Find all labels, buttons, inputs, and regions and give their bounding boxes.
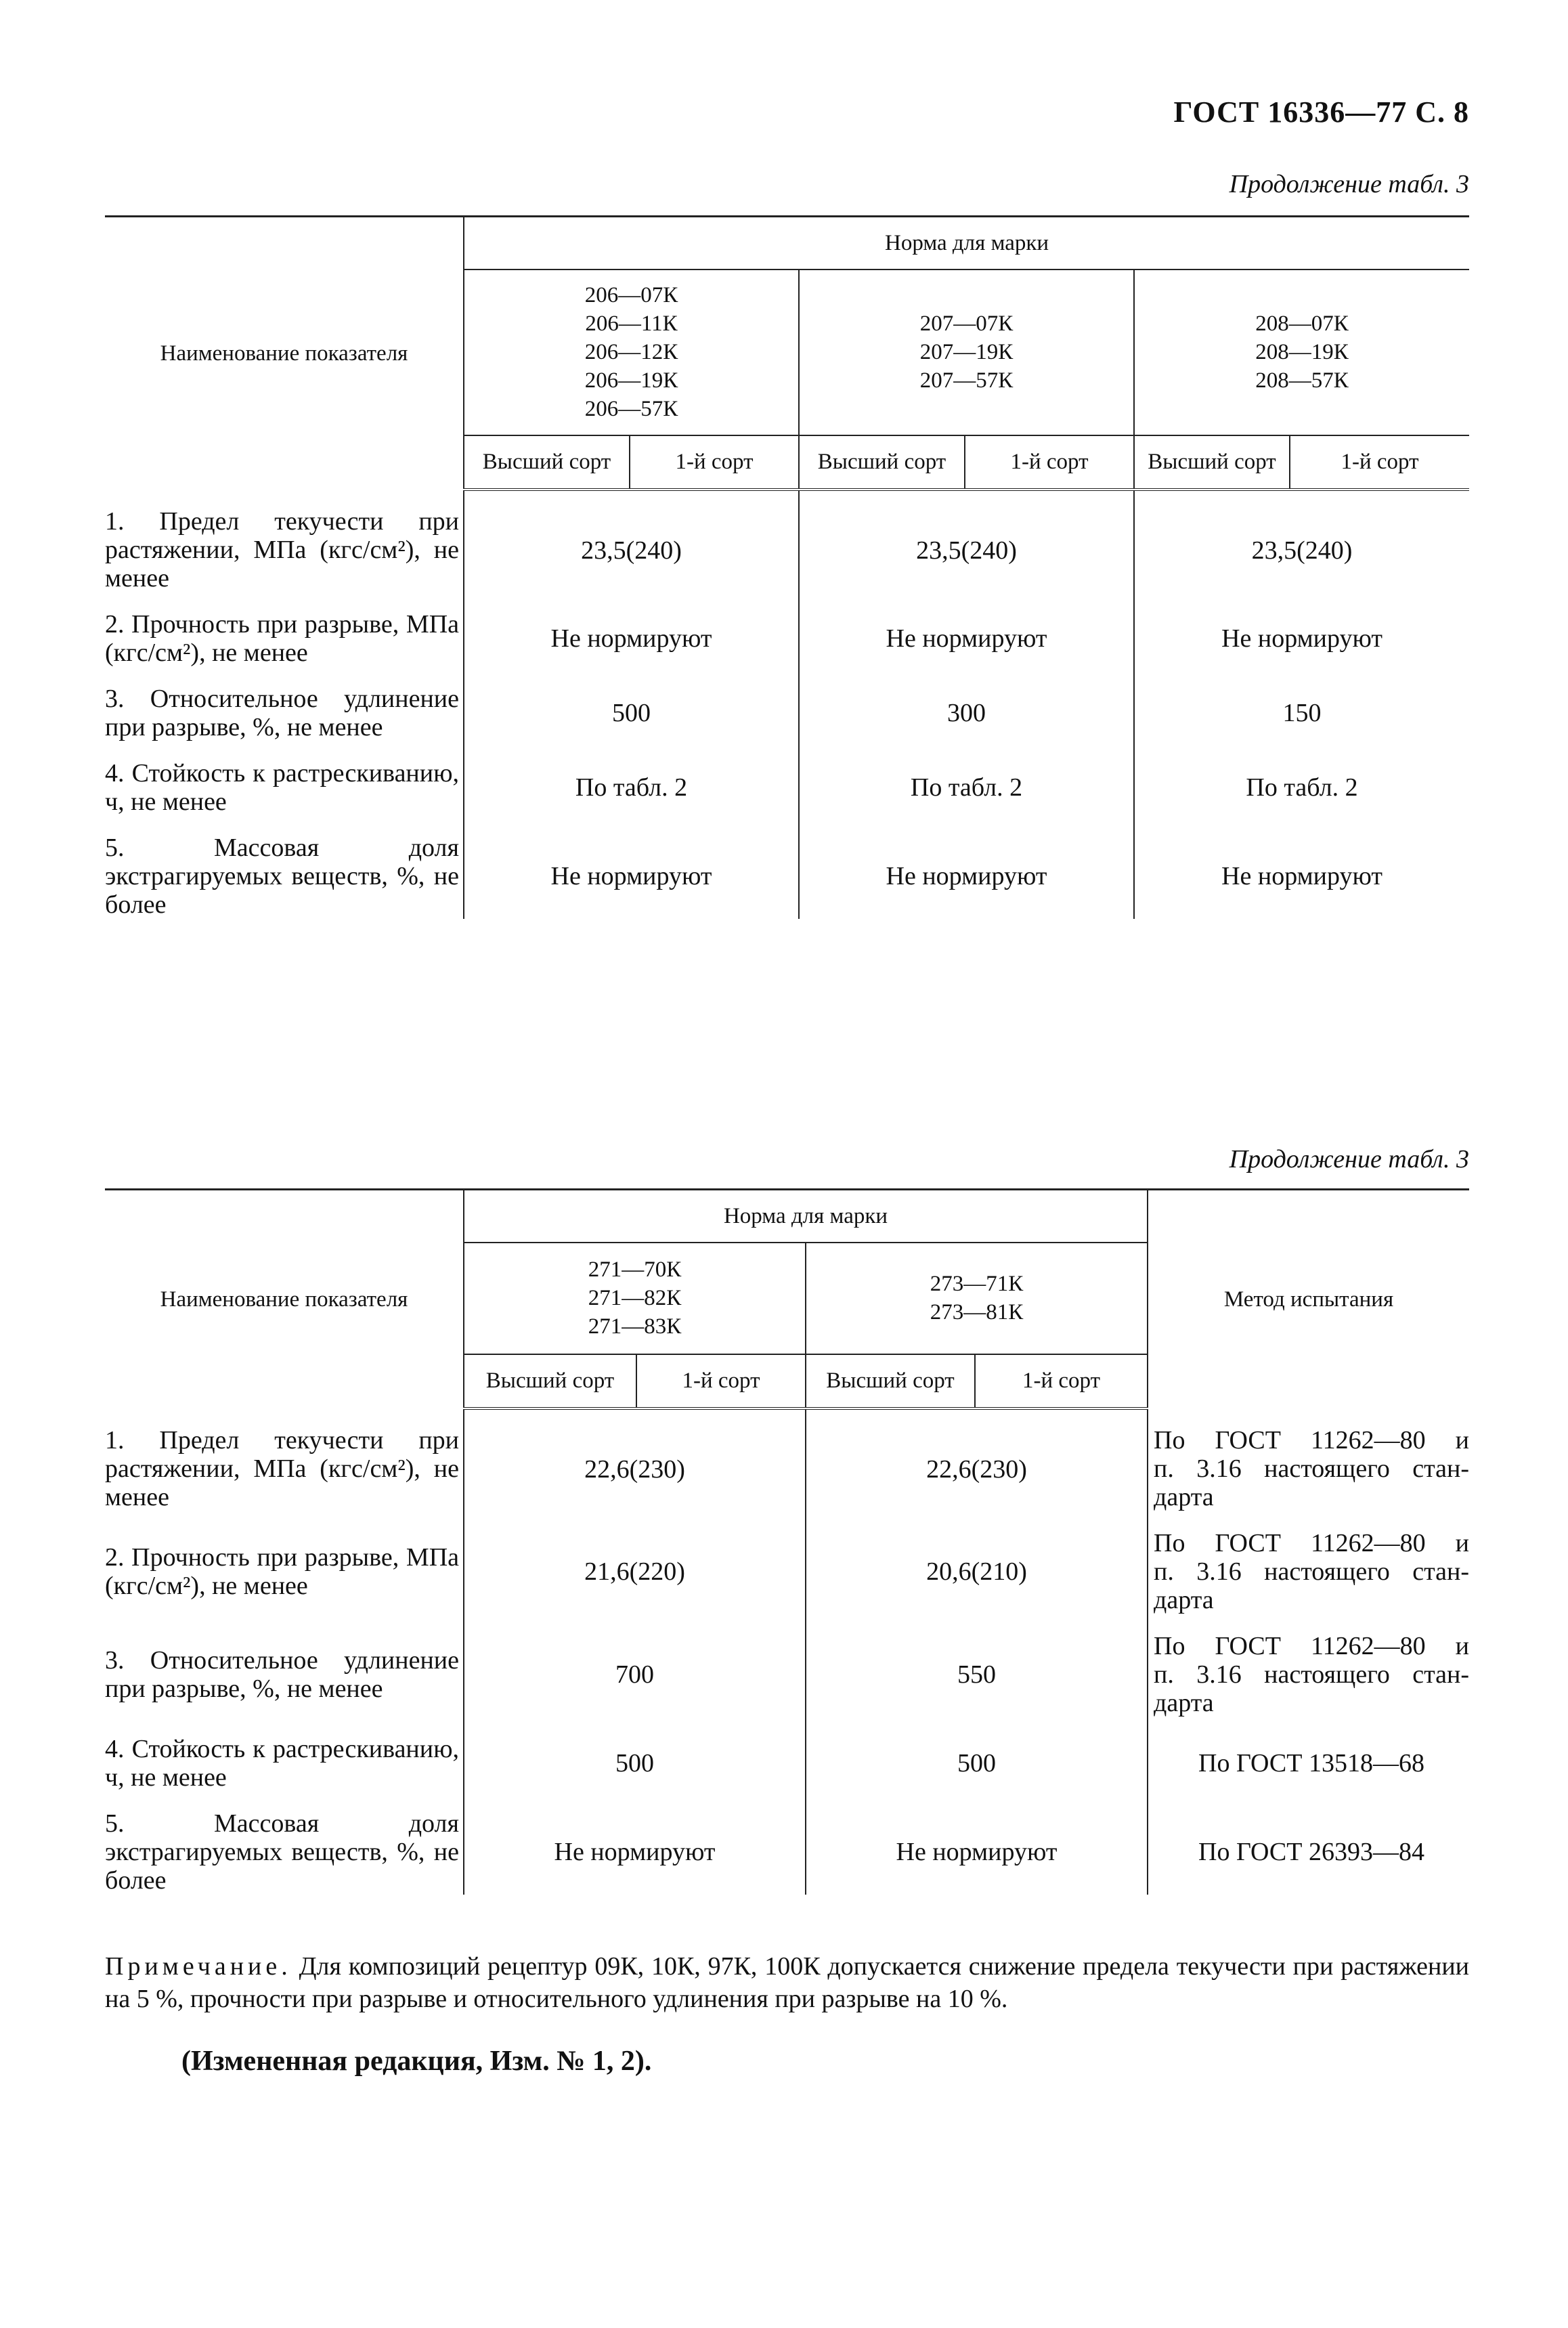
- table1-grade-top: Высший сорт: [464, 435, 630, 490]
- brand-code: 273—81К: [930, 1300, 1024, 1324]
- table1-header-norm: Норма для марки: [464, 217, 1469, 270]
- table2-row: [105, 1717, 1469, 1792]
- test-method-line: дарта: [1154, 1688, 1214, 1717]
- norm-value: По табл. 2: [1134, 741, 1469, 816]
- brand-code: 207—57К: [919, 368, 1014, 393]
- table2-row: [105, 1792, 1469, 1895]
- brand-code: 206—57К: [584, 397, 678, 421]
- test-method-line: По ГОСТ 26393—84: [1198, 1837, 1424, 1866]
- norm-value: 700: [464, 1614, 806, 1717]
- norm-value: Не нормируют: [1134, 816, 1469, 919]
- norm-value: 500: [464, 667, 799, 741]
- norm-value: 500: [464, 1717, 806, 1792]
- table2-grade-first: 1-й сорт: [975, 1354, 1148, 1408]
- table1: [105, 215, 1469, 919]
- amendment-note: (Измененная редакция, Изм. № 1, 2).: [181, 2046, 652, 2077]
- table1-header-name: Наименование показателя: [105, 217, 464, 490]
- norm-value: 22,6(230): [464, 1408, 806, 1511]
- table1-brand-group-208: [1134, 270, 1469, 435]
- norm-value: Не нормируют: [1134, 592, 1469, 667]
- test-method-line: п. 3.16 настоящего стан-: [1154, 1557, 1470, 1586]
- brand-code: 208—19К: [1255, 340, 1349, 364]
- norm-value: 23,5(240): [464, 490, 799, 592]
- table1-grade-first: 1-й сорт: [630, 435, 799, 490]
- table2-row: [105, 1511, 1469, 1614]
- test-method-line: п. 3.16 настоящего стан-: [1154, 1454, 1470, 1483]
- test-method-line: По ГОСТ 13518—68: [1198, 1748, 1424, 1777]
- test-method-line: дарта: [1154, 1585, 1214, 1614]
- table1-row: [105, 816, 1469, 919]
- table-note: [105, 1950, 1469, 2015]
- norm-value: Не нормируют: [799, 592, 1134, 667]
- brand-code: 208—07К: [1255, 311, 1349, 336]
- test-method: [1148, 1408, 1469, 1511]
- test-method-line: дарта: [1154, 1482, 1214, 1511]
- indicator-name: 4. Стойкость к растрескиванию, ч, не менее: [105, 758, 459, 816]
- norm-value: 20,6(210): [806, 1511, 1148, 1614]
- test-method-line: По ГОСТ 11262—80 и: [1154, 1425, 1470, 1454]
- norm-value: 550: [806, 1614, 1148, 1717]
- table1-brand-group-206: [464, 270, 799, 435]
- brand-code: 271—70К: [588, 1257, 682, 1282]
- table2-header-method: Метод испытания: [1148, 1190, 1469, 1408]
- norm-value: Не нормируют: [464, 1792, 806, 1895]
- test-method: [1148, 1614, 1469, 1717]
- table2-brand-group-273: [806, 1243, 1148, 1354]
- brand-code: 271—82К: [588, 1286, 682, 1310]
- table2-brand-group-271: [464, 1243, 806, 1354]
- indicator-name: 5. Массовая доля экстрагируемых веществ, %, не более: [105, 833, 459, 919]
- table2: [105, 1188, 1469, 1895]
- indicator-name: 2. Прочность при разрыве, МПа (кгс/см²), не менее: [105, 1543, 459, 1600]
- norm-value: По табл. 2: [799, 741, 1134, 816]
- test-method: [1148, 1792, 1469, 1895]
- norm-value: 23,5(240): [1134, 490, 1469, 592]
- brand-code: 271—83К: [588, 1314, 682, 1339]
- table2-grade-top: Высший сорт: [464, 1354, 636, 1408]
- norm-value: 300: [799, 667, 1134, 741]
- norm-value: Не нормируют: [806, 1792, 1148, 1895]
- brand-code: 207—19К: [919, 340, 1014, 364]
- table1-row: [105, 667, 1469, 741]
- indicator-name: 3. Относительное удлинение при разрыве, %, не менее: [105, 684, 459, 741]
- indicator-name: 5. Массовая доля экстрагируемых веществ, %, не более: [105, 1809, 459, 1895]
- table2-row: [105, 1408, 1469, 1511]
- table2-header-norm: Норма для марки: [464, 1190, 1148, 1243]
- test-method-line: По ГОСТ 11262—80 и: [1154, 1631, 1470, 1660]
- table2-header-name: Наименование показателя: [105, 1190, 464, 1408]
- indicator-name: 4. Стойкость к растрескиванию, ч, не менее: [105, 1734, 459, 1792]
- brand-code: 273—71К: [930, 1272, 1024, 1296]
- brand-code: 208—57К: [1255, 368, 1349, 393]
- table1-continuation-label: Продолжение табл. 3: [1229, 170, 1469, 198]
- brand-code: 206—19К: [584, 368, 678, 393]
- indicator-name: 1. Предел текучести при растяжении, МПа (кгс/см²), не менее: [105, 506, 459, 592]
- norm-value: 500: [806, 1717, 1148, 1792]
- table2-grade-top: Высший сорт: [806, 1354, 975, 1408]
- table2-continuation-label: Продолжение табл. 3: [1229, 1145, 1469, 1173]
- brand-code: 206—11К: [585, 311, 678, 336]
- norm-value: Не нормируют: [464, 592, 799, 667]
- note-label: Примечание.: [105, 1952, 292, 1981]
- norm-value: Не нормируют: [464, 816, 799, 919]
- indicator-name: 3. Относительное удлинение при разрыве, %, не менее: [105, 1645, 459, 1703]
- norm-value: 23,5(240): [799, 490, 1134, 592]
- brand-code: 207—07К: [919, 311, 1014, 336]
- page-header-title: ГОСТ 16336—77 С. 8: [1173, 95, 1469, 129]
- table1-row: [105, 741, 1469, 816]
- test-method: [1148, 1511, 1469, 1614]
- table1-grade-first: 1-й сорт: [1290, 435, 1469, 490]
- norm-value: Не нормируют: [799, 816, 1134, 919]
- table1-row: [105, 490, 1469, 592]
- test-method-line: По ГОСТ 11262—80 и: [1154, 1528, 1470, 1557]
- test-method: [1148, 1717, 1469, 1792]
- table1-row: [105, 592, 1469, 667]
- brand-code: 206—12К: [584, 340, 678, 364]
- table2-grade-first: 1-й сорт: [636, 1354, 806, 1408]
- norm-value: 150: [1134, 667, 1469, 741]
- table1-brand-group-207: [799, 270, 1134, 435]
- norm-value: 21,6(220): [464, 1511, 806, 1614]
- norm-value: 22,6(230): [806, 1408, 1148, 1511]
- brand-code: 206—07К: [584, 283, 678, 307]
- note-text: Для композиций рецептур 09К, 10К, 97К, 100К допускается снижение предела текучести при растяжении на 5 %, прочности при разрыве и относительного удлинения при разрыве на 10 %.: [105, 1952, 1470, 2013]
- indicator-name: 2. Прочность при разрыве, МПа (кгс/см²), не менее: [105, 609, 459, 667]
- norm-value: По табл. 2: [464, 741, 799, 816]
- test-method-line: п. 3.16 настоящего стан-: [1154, 1660, 1470, 1689]
- indicator-name: 1. Предел текучести при растяжении, МПа (кгс/см²), не менее: [105, 1425, 459, 1511]
- table1-grade-top: Высший сорт: [799, 435, 965, 490]
- table2-row: [105, 1614, 1469, 1717]
- table1-grade-first: 1-й сорт: [965, 435, 1134, 490]
- table1-grade-top: Высший сорт: [1134, 435, 1290, 490]
